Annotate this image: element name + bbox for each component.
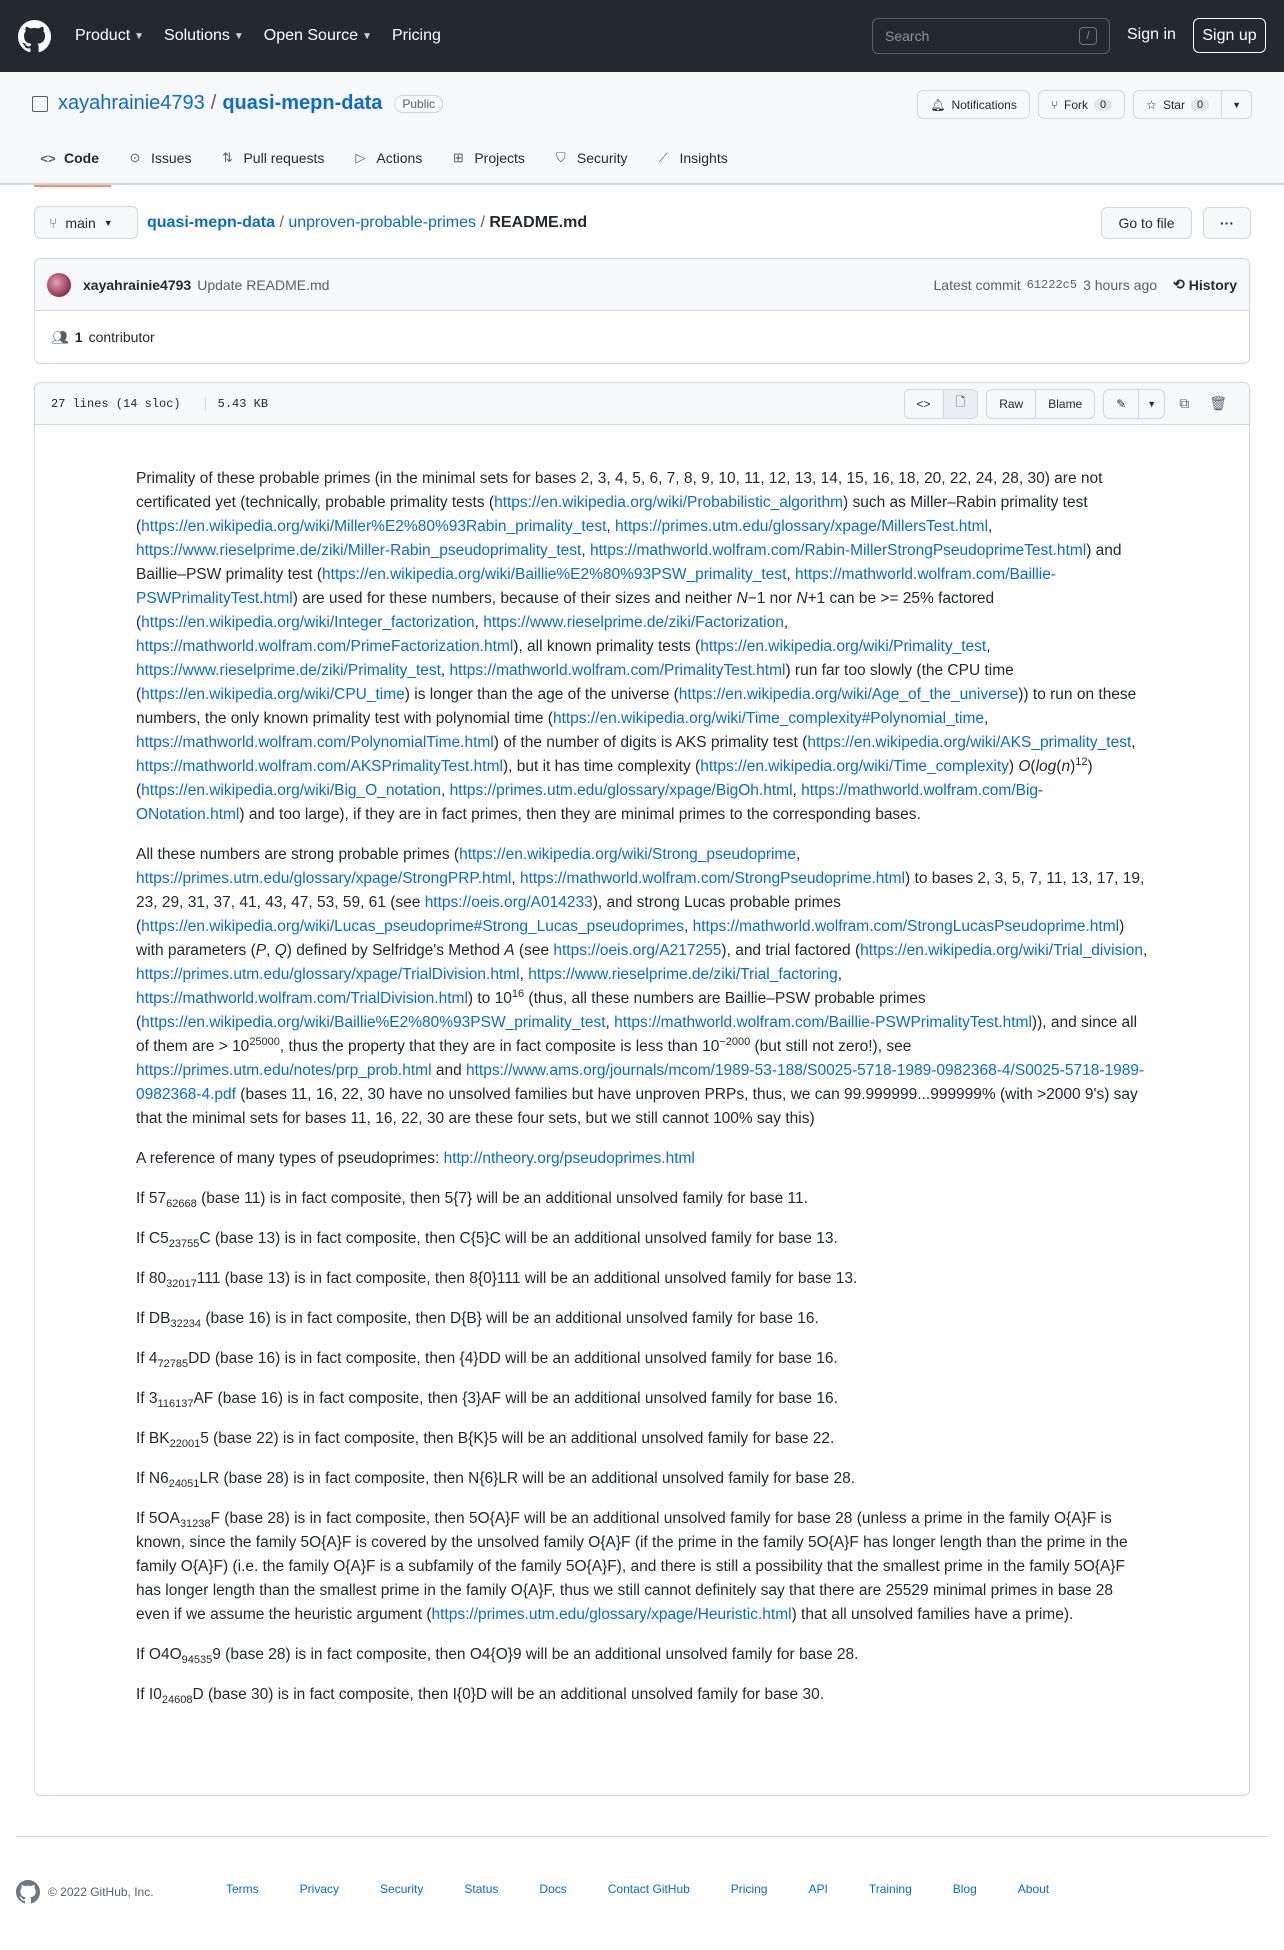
reference-link[interactable]: http://ntheory.org/pseudoprimes.html (443, 1150, 695, 1167)
case-item (136, 1347, 1148, 1371)
breadcrumb-dir-link[interactable]: unproven-probable-primes (288, 214, 477, 231)
readme-paragraph-1: Primality of these probable primes (in the minimal sets for bases 2, 3, 4, 5, 6, 7, 8, 9, 10, 11, 12, 13, 14, 15, 16, 18, 20, 22, 24, 28, 30) are not certificated yet (technically, probable primality tests (https://en.wikipedia.org/wiki/Probabilistic_algorithm) such as Miller–Rabin primality test (https://en.wikipedia.org/wiki/Miller%E2%80%93Rabin_primality_test, https://primes.utm.edu/glossary/xpage/MillersTest.html, https://www.rieselprime.de/ziki/Miller-Rabin_pseudoprimality_test, https://mathworld.wolfram.com/Rabin-MillerStrongPseudoprimeTest.html) and Baillie–PSW primality test (https://en.wikipedia.org/wiki/Baillie%E2%80%93PSW_primality_test, https://mathworld.wolfram.com/Baillie-PSWPrimalityTest.html) are used for these numbers, because of their sizes and neither N−1 nor N+1 can be >= 25% factored (https://en.wikipedia.org/wiki/Integer_factorization, https://www.rieselprime.de/ziki/Factorization, https://mathworld.wolfram.com/PrimeFactorization.html), all known primality tests (https://en.wikipedia.org/wiki/Primality_test, https://www.rieselprime.de/ziki/Primality_test, https://mathworld.wolfram.com/PrimalityTest.html) run far too slowly (the CPU time (https://en.wikipedia.org/wiki/CPU_time) is longer than the age of the universe (https://en.wikipedia.org/wiki/Age_of_the_universe)) to run on these numbers, the only known primality test with polynomial time (https://en.wikipedia.org/wiki/Time_complexity#Polynomial_time, https://mathworld.wolfram.com/PolynomialTime.html) of the number of digits is AKS primality test (https://en.wikipedia.org/wiki/AKS_primality_test, https://mathworld.wolfram.com/AKSPrimalityTest.html), but it has time complexity (https://en.wikipedia.org/wiki/Time_complexity) $O(\log(n)^{12})$ (https://en.wikipedia.org/wiki/Big_O_notation, https://primes.utm.edu/glossary/xpage/BigOh.html, https://mathworld.wolfram.com/Big-ONotation.html) and too large), if they are in fact primes, then they are minimal primes to the corresponding bases. (136, 470, 1137, 823)
commit-message-link[interactable]: Update README.md (197, 276, 330, 293)
case-subscript: 72785 (157, 1358, 189, 1371)
copy-icon[interactable]: ⧉ (1179, 395, 1190, 411)
star-button[interactable] (1133, 90, 1222, 119)
branch-name: main (65, 214, 96, 231)
rendered-view-button[interactable] (944, 390, 978, 418)
nav-pricing[interactable] (392, 27, 441, 45)
history-link[interactable] (1173, 276, 1237, 293)
sign-in-link[interactable]: Sign in (1127, 26, 1176, 43)
edit-group (1103, 389, 1165, 419)
chevron-down-icon: ▼ (1232, 99, 1241, 110)
path-separator: / (210, 92, 217, 114)
latest-commit-box (34, 258, 1250, 364)
case-text: If 4 (136, 1350, 158, 1367)
footer-link-terms[interactable]: Terms (226, 1882, 259, 1896)
case-text: F (base 28) is in fact composite, then 5O{A}F will be an additional unsolved family for base 28 (unless a prime in the family O{A}F is known, since the family 5O{A}F is covered by the unsolved family O{A}F (if the prime in the family 5O{A}F has longer length than the prime in the family O{A}F) (i.e. the family O{A}F is a subfamily of the family 5O{A}F), and there is still a possibility that the smallest prime in the family 5O{A}F has longer length than the smallest prime in the family O{A}F, thus we still cannot definitely say that there are 25529 minimal primes in base 28 even if we assume the heuristic argument ( (136, 1510, 1128, 1623)
people-icon: 👥︎ (51, 328, 69, 345)
blame-button[interactable]: Blame (1048, 396, 1083, 411)
file-toolbar (904, 389, 1233, 419)
search-input[interactable] (872, 18, 1110, 54)
notifications-button[interactable] (917, 90, 1030, 119)
tab-label: Projects (474, 150, 525, 166)
repo-icon (32, 96, 48, 112)
case-text: (base 16) is in fact composite, then D{B} will be an additional unsolved family for base 16. (201, 1310, 819, 1327)
nav-label: Open Source (263, 27, 359, 44)
commit-row (35, 259, 1249, 311)
avatar[interactable] (47, 273, 71, 297)
chevron-down-icon: ▼ (233, 30, 244, 42)
code-icon: <> (916, 396, 931, 411)
tab-issues[interactable] (127, 142, 207, 180)
case-text: DD (base 16) is in fact composite, then {4}DD will be an additional unsolved family for base 16. (188, 1350, 838, 1367)
slash-key-hint: / (1079, 27, 1097, 45)
branch-select-button[interactable] (34, 206, 138, 239)
footer-links (226, 1882, 1090, 1896)
tab-actions[interactable] (352, 142, 438, 180)
visibility-badge: Public (394, 95, 443, 113)
view-toggle (904, 389, 979, 419)
case-subscript: 32234 (170, 1318, 202, 1331)
case-item-5oa (136, 1507, 1148, 1627)
commit-author-link[interactable]: xayahrainie4793 (83, 276, 192, 293)
case-text: If N6 (136, 1470, 169, 1487)
go-to-file-button[interactable]: Go to file (1101, 207, 1192, 239)
case-item (136, 1683, 1148, 1707)
fork-icon: ⑂ (1050, 97, 1059, 112)
repo-title (32, 92, 443, 115)
case-text: If C5 (136, 1230, 169, 1247)
git-branch-icon: ⑂ (49, 214, 58, 231)
tabs-divider (0, 184, 1284, 185)
graph-icon: ⟋ (658, 150, 669, 165)
source-view-button[interactable] (905, 390, 944, 418)
raw-blame-group (986, 389, 1095, 419)
case-subscript: 116137 (157, 1398, 194, 1411)
github-logo-icon[interactable] (18, 20, 51, 53)
footer-link-pricing[interactable]: Pricing (730, 1882, 768, 1896)
chevron-down-icon: ▼ (134, 30, 145, 42)
tab-projects[interactable] (450, 142, 541, 180)
tab-label: Issues (151, 150, 192, 166)
footer-divider (16, 1836, 1268, 1837)
tab-security[interactable] (553, 142, 644, 180)
fork-button[interactable] (1038, 90, 1125, 119)
bell-icon: 🔔︎ (930, 97, 946, 112)
footer-link-status[interactable]: Status (464, 1882, 499, 1896)
nav-label: Product (75, 27, 131, 44)
case-subscript: 94535 (181, 1654, 213, 1667)
breadcrumb (147, 214, 587, 232)
case-subscript: 24608 (161, 1694, 193, 1707)
repo-owner-link[interactable]: xayahrainie4793 (58, 92, 205, 114)
case-text: 9 (base 28) is in fact composite, then O4{O}9 will be an additional unsolved family for base 28. (212, 1646, 859, 1663)
footer-link-about[interactable]: About (1017, 1882, 1050, 1896)
path-separator: / (476, 214, 490, 231)
star-icon: ☆ (1146, 97, 1157, 112)
readme-body (35, 425, 1249, 1707)
case-subscript: 62668 (166, 1198, 197, 1211)
case-subscript: 22001 (169, 1438, 201, 1451)
chevron-down-icon: ▼ (1147, 398, 1157, 409)
chevron-down-icon: ▼ (362, 30, 372, 42)
github-logo-icon[interactable] (16, 1880, 40, 1904)
footer (16, 1880, 154, 1904)
edit-dropdown-button[interactable] (1139, 390, 1164, 418)
star-label: Star (1162, 97, 1185, 112)
code-icon: <> (40, 150, 56, 166)
search-placeholder: Search (885, 28, 930, 44)
contributors-count: 1 (74, 329, 83, 345)
file-icon: 🗋︎ (955, 395, 966, 409)
footer-link-blog[interactable]: Blog (952, 1882, 977, 1896)
case-text: 5 (base 22) is in fact composite, then B{K}5 will be an additional unsolved family for base 22. (200, 1430, 835, 1447)
breadcrumb-root-link[interactable]: quasi-mepn-data (147, 214, 276, 231)
tab-label: Insights (679, 150, 728, 166)
tab-label: Actions (376, 150, 423, 166)
commit-meta (934, 276, 1237, 293)
case-item (136, 1643, 1148, 1667)
fork-label: Fork (1064, 97, 1089, 112)
case-text: D (base 30) is in fact composite, then I{0}D will be an additional unsolved family for base 30. (192, 1686, 824, 1703)
footer-copyright: © 2022 GitHub, Inc. (48, 1885, 154, 1899)
case-item (136, 1187, 1148, 1211)
readme-paragraph-2: All these numbers are strong probable primes (https://en.wikipedia.org/wiki/Strong_pseudoprime, https://primes.utm.edu/glossary/xpage/StrongPRP.html, https://mathworld.wolfram.com/StrongPseudoprime.html) to bases 2, 3, 5, 7, 11, 13, 17, 19, 23, 29, 31, 37, 41, 43, 47, 53, 59, 61 (see https://oeis.org/A014233), and strong Lucas probable primes (https://en.wikipedia.org/wiki/Lucas_pseudoprime#Strong_Lucas_pseudoprimes, https://mathworld.wolfram.com/StrongLucasPseudoprime.html) with parameters (P, Q) defined by Selfridge's Method A (see https://oeis.org/A217255), and trial factored (https://en.wikipedia.org/wiki/Trial_division, https://primes.utm.edu/glossary/xpage/TrialDivision.html, https://www.rieselprime.de/ziki/Trial_factoring, https://mathworld.wolfram.com/TrialDivision.html) to $10^{16}$ (thus, all these numbers are Baillie–PSW probable primes (https://en.wikipedia.org/wiki/Baillie%E2%80%93PSW_primality_test, https://mathworld.wolfram.com/Baillie-PSWPrimalityTest.html)), and since all of them are > $10^{25000}$, thus the property that they are in fact composite is less than $10^{-2000}$ (but still not zero!), see https://primes.utm.edu/notes/prp_prob.html and https://www.ams.org/journals/mcom/1989-53-188/S0025-5718-1989-0982368-4/S0025-5718-1989-0982368-4.pdf (bases 11, 16, 22, 30 have no unsolved families but have unproven PRPs, thus, we can 99.999999...999999% (with >2000 9's) say that the minimal sets for bases 11, 16, 22, 30 are these four sets, but we still cannot 100% say this) (136, 846, 1148, 1127)
tab-pull-requests[interactable] (219, 142, 340, 180)
case-text: If 57 (136, 1190, 167, 1207)
latest-commit-label: Latest commit (933, 276, 1021, 293)
case-text: If O4O (136, 1646, 182, 1663)
file-header (35, 383, 1249, 425)
case-item (136, 1307, 1148, 1331)
reference-text: A reference of many types of pseudoprimes: (136, 1150, 444, 1167)
star-count: 0 (1191, 99, 1209, 111)
global-header (0, 0, 1284, 72)
footer-link-security[interactable]: Security (380, 1882, 424, 1896)
case-item (136, 1427, 1148, 1451)
trash-icon[interactable]: 🗑︎ (1209, 395, 1227, 411)
fork-count: 0 (1094, 99, 1112, 111)
commit-sha-link[interactable]: 61222c5 (1026, 277, 1078, 292)
shield-icon: ⛉ (556, 150, 566, 165)
case-text: If DB (136, 1310, 171, 1327)
footer-link-training[interactable]: Training (868, 1882, 912, 1896)
contributors-label: contributor (88, 329, 155, 345)
notifications-label: Notifications (951, 97, 1017, 112)
case-text: If BK (136, 1430, 170, 1447)
case-subscript: 24051 (168, 1478, 200, 1491)
play-icon: ▷ (355, 150, 366, 165)
case-item (136, 1467, 1148, 1491)
sign-up-button[interactable]: Sign up (1193, 18, 1266, 53)
repo-tabs-row (40, 142, 756, 180)
contributors-row[interactable] (35, 311, 1249, 363)
tab-label: Pull requests (243, 150, 325, 166)
more-options-button[interactable]: ··· (1203, 207, 1251, 239)
star-dropdown-button[interactable] (1222, 90, 1252, 119)
file-viewer (34, 382, 1250, 1796)
heuristic-link[interactable]: https://primes.utm.edu/glossary/xpage/Heuristic.html (431, 1606, 792, 1623)
repo-name-link[interactable]: quasi-mepn-data (222, 92, 383, 114)
commit-time: 3 hours ago (1083, 276, 1158, 293)
raw-button[interactable]: Raw (987, 390, 1036, 418)
chevron-down-icon: ▼ (103, 217, 113, 228)
file-lines-info: 27 lines (14 sloc) (51, 396, 181, 411)
history-label: History (1188, 276, 1237, 293)
tab-label: Code (64, 150, 99, 166)
case-text: If 3 (136, 1390, 158, 1407)
tab-label: Security (576, 150, 628, 166)
case-text: C (base 13) is in fact composite, then C{5}C will be an additional unsolved family for base 13. (199, 1230, 838, 1247)
nav-label: Solutions (164, 27, 230, 44)
case-subscript: 32017 (166, 1278, 197, 1291)
case-text: If 5OA (136, 1510, 180, 1527)
file-size: 5.43 KB (205, 397, 268, 411)
nav-solutions[interactable] (164, 27, 244, 45)
pencil-icon: ✎ (1116, 396, 1127, 411)
issue-opened-icon: ⊙ (129, 150, 141, 165)
case-item (136, 1387, 1148, 1411)
case-text: (base 11) is in fact composite, then 5{7} will be an additional unsolved family for base 11. (196, 1190, 808, 1207)
edit-button[interactable] (1104, 390, 1139, 418)
case-text: 111 (base 13) is in fact composite, then 8{0}111 will be an additional unsolved family for base 13. (196, 1270, 858, 1287)
case-text: ) that all unsolved families have a prime). (791, 1606, 1074, 1623)
history-icon: ⟲ (1173, 276, 1185, 292)
path-separator: / (275, 214, 289, 231)
readme-reference (136, 1147, 1148, 1171)
case-text: AF (base 16) is in fact composite, then {3}AF will be an additional unsolved family for base 16. (193, 1390, 838, 1407)
repo-actions (917, 90, 1252, 119)
tab-code[interactable] (40, 142, 115, 180)
pull-request-icon: ⇅ (222, 150, 233, 165)
table-icon: ⊞ (452, 150, 464, 165)
footer-link-contact[interactable]: Contact GitHub (607, 1882, 690, 1896)
nav-label: Pricing (391, 27, 441, 44)
case-subscript: 31238 (179, 1518, 211, 1531)
case-text: LR (base 28) is in fact composite, then N{6}LR will be an additional unsolved family for base 28. (199, 1470, 855, 1487)
nav-product[interactable] (75, 27, 144, 45)
footer-link-privacy[interactable]: Privacy (299, 1882, 340, 1896)
case-subscript: 23755 (168, 1238, 200, 1251)
nav-open-source[interactable] (264, 27, 372, 45)
tab-insights[interactable] (655, 142, 743, 180)
footer-link-docs[interactable]: Docs (539, 1882, 567, 1896)
case-item (136, 1227, 1148, 1251)
star-group (1133, 90, 1252, 119)
case-text: If I0 (136, 1686, 162, 1703)
footer-link-api[interactable]: API (808, 1882, 828, 1896)
breadcrumb-current-file: README.md (489, 214, 588, 231)
case-item (136, 1267, 1148, 1291)
case-text: If 80 (136, 1270, 167, 1287)
